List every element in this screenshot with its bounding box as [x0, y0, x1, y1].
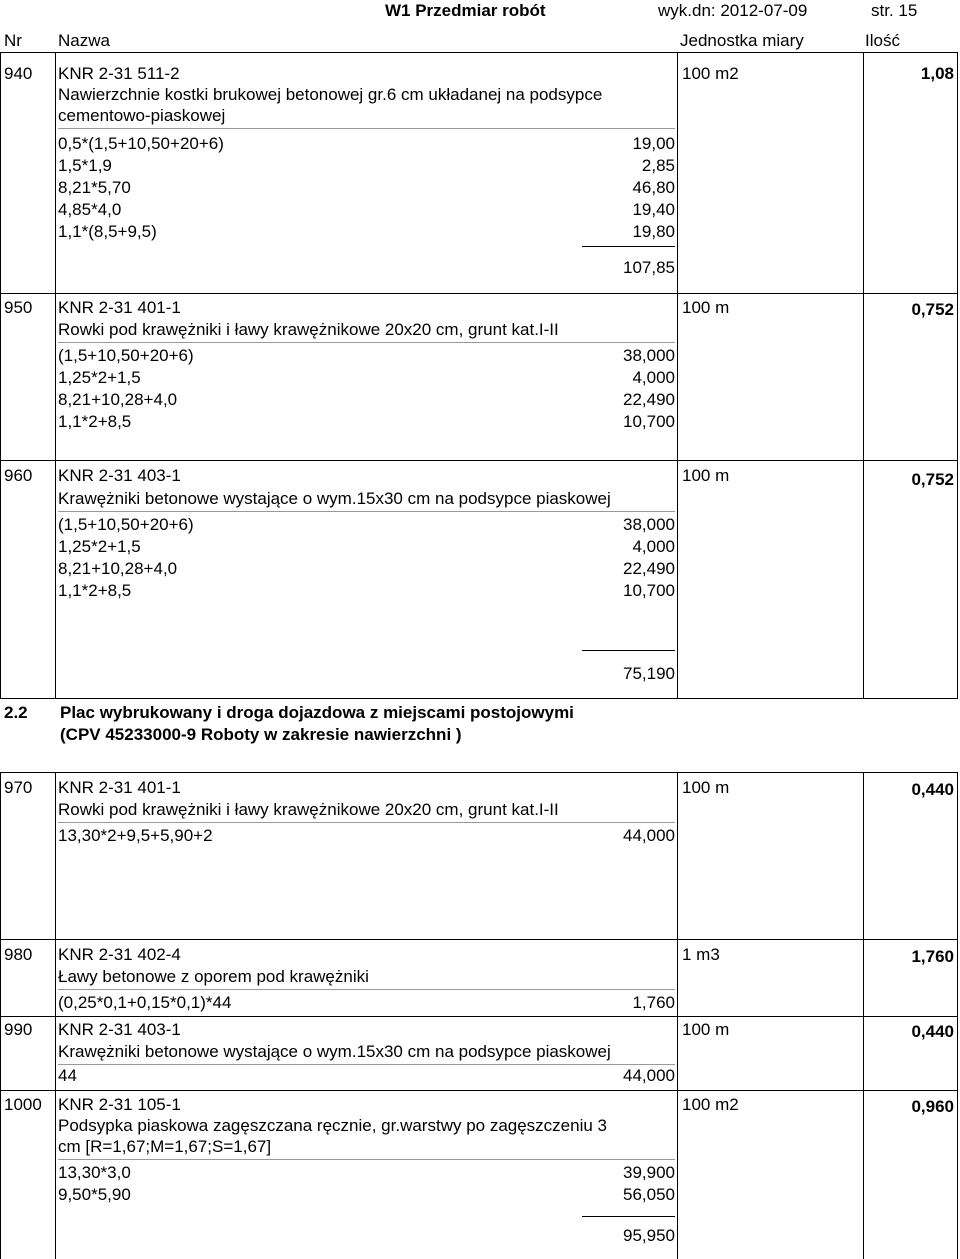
item-unit: 100 m: [682, 778, 730, 797]
calc-value: 22,490: [623, 390, 675, 409]
item-code: KNR 2-31 403-1: [58, 466, 181, 485]
column-rule: [957, 52, 958, 698]
item-description: Rowki pod krawężniki i ławy krawężnikowe 20x20 cm, grunt kat.I-II: [58, 320, 559, 339]
section-title: Plac wybrukowany i droga dojazdowa z miejscami postojowymi: [60, 703, 574, 722]
section-number: 2.2: [4, 703, 28, 722]
calc-value: 4,000: [632, 537, 675, 556]
calc-rule: [58, 511, 675, 512]
calc-expression: 1,5*1,9: [58, 156, 112, 175]
calc-value: 4,000: [632, 368, 675, 387]
sum-rule: [582, 246, 675, 247]
item-code: KNR 2-31 402-4: [58, 945, 181, 964]
item-description: Nawierzchnie kostki brukowej betonowej gr.6 cm układanej na podsypce: [58, 85, 603, 104]
calc-expression: 0,5*(1,5+10,50+20+6): [58, 134, 224, 153]
column-rule: [677, 772, 678, 1259]
item-nr: 990: [4, 1020, 33, 1039]
calc-value: 38,000: [623, 515, 675, 534]
calc-value: 19,80: [632, 222, 675, 241]
item-unit: 100 m2: [682, 64, 739, 83]
item-description: cementowo-piaskowej: [58, 106, 226, 125]
calc-total: 107,85: [623, 258, 675, 277]
calc-value: 19,00: [632, 134, 675, 153]
calc-rule: [58, 1064, 675, 1065]
item-description: Ławy betonowe z oporem pod krawężniki: [58, 967, 369, 986]
row-divider: [0, 772, 958, 773]
document-title: W1 Przedmiar robót: [385, 1, 546, 20]
calc-rule: [58, 989, 675, 990]
calc-total: 75,190: [623, 664, 675, 683]
document-date: wyk.dn: 2012-07-09: [658, 1, 808, 20]
calc-expression: 8,21*5,70: [58, 178, 131, 197]
calc-rule: [58, 342, 675, 343]
column-rule: [957, 772, 958, 1259]
column-rule: [55, 52, 56, 698]
header-rule: [0, 52, 958, 53]
item-unit: 100 m: [682, 466, 730, 485]
calc-value: 38,000: [623, 346, 675, 365]
column-rule: [677, 52, 678, 698]
calc-expression: 9,50*5,90: [58, 1185, 131, 1204]
item-description: cm [R=1,67;M=1,67;S=1,67]: [58, 1137, 272, 1156]
row-divider: [0, 1016, 958, 1017]
item-nr: 960: [4, 466, 33, 485]
column-header-name: Nazwa: [58, 31, 110, 50]
item-quantity: 0,440: [911, 1022, 954, 1041]
row-divider: [0, 293, 958, 294]
sum-rule: [582, 1216, 675, 1217]
calc-value: 44,000: [623, 826, 675, 845]
calc-rule: [58, 1159, 675, 1160]
column-rule: [0, 772, 1, 1259]
item-description: Podsypka piaskowa zagęszczana ręcznie, gr.warstwy po zagęszczeniu 3: [58, 1116, 608, 1135]
calc-expression: 13,30*2+9,5+5,90+2: [58, 826, 213, 845]
item-description: Rowki pod krawężniki i ławy krawężnikowe 20x20 cm, grunt kat.I-II: [58, 800, 559, 819]
calc-expression: 1,1*2+8,5: [58, 412, 132, 431]
calc-value: 2,85: [641, 156, 675, 175]
item-nr: 980: [4, 945, 33, 964]
row-divider: [0, 1090, 958, 1091]
item-nr: 1000: [4, 1095, 42, 1114]
calc-expression: 1,1*2+8,5: [58, 581, 132, 600]
column-rule: [863, 772, 864, 1259]
calc-value: 56,050: [623, 1185, 675, 1204]
column-header-nr: Nr: [4, 31, 22, 50]
calc-expression: 44: [58, 1066, 77, 1085]
page-number: str. 15: [871, 1, 918, 20]
item-nr: 970: [4, 778, 33, 797]
column-rule: [0, 52, 1, 698]
item-quantity: 0,440: [911, 780, 954, 799]
calc-value: 1,760: [632, 993, 675, 1012]
calc-rule: [58, 128, 675, 129]
sum-rule: [582, 650, 675, 651]
calc-expression: 8,21+10,28+4,0: [58, 559, 178, 578]
item-unit: 100 m: [682, 1020, 730, 1039]
item-unit: 100 m: [682, 298, 730, 317]
calc-expression: 13,30*3,0: [58, 1163, 131, 1182]
item-code: KNR 2-31 401-1: [58, 778, 181, 797]
item-quantity: 0,752: [911, 300, 954, 319]
calc-expression: (1,5+10,50+20+6): [58, 346, 194, 365]
calc-value: 10,700: [623, 581, 675, 600]
column-rule: [55, 772, 56, 1259]
calc-expression: (0,25*0,1+0,15*0,1)*44: [58, 993, 232, 1012]
calc-value: 19,40: [632, 200, 675, 219]
calc-value: 10,700: [623, 412, 675, 431]
calc-value: 46,80: [632, 178, 675, 197]
calc-expression: 1,1*(8,5+9,5): [58, 222, 157, 241]
calc-expression: 1,25*2+1,5: [58, 368, 141, 387]
calc-value: 44,000: [623, 1066, 675, 1085]
item-unit: 1 m3: [682, 945, 720, 964]
section-subtitle: (CPV 45233000-9 Roboty w zakresie nawierzchni ): [60, 725, 462, 744]
column-header-unit: Jednostka miary: [680, 31, 804, 50]
item-code: KNR 2-31 403-1: [58, 1020, 181, 1039]
item-nr: 940: [4, 64, 33, 83]
column-rule: [863, 52, 864, 698]
item-quantity: 0,752: [911, 470, 954, 489]
item-description: Krawężniki betonowe wystające o wym.15x30 cm na podsypce piaskowej: [58, 489, 611, 508]
row-divider: [0, 698, 958, 699]
calc-value: 22,490: [623, 559, 675, 578]
item-description: Krawężniki betonowe wystające o wym.15x30 cm na podsypce piaskowej: [58, 1042, 611, 1061]
item-quantity: 0,960: [911, 1097, 954, 1116]
item-code: KNR 2-31 105-1: [58, 1095, 181, 1114]
item-code: KNR 2-31 511-2: [58, 64, 180, 83]
calc-value: 39,900: [623, 1163, 675, 1182]
calc-total: 95,950: [623, 1226, 675, 1245]
row-divider: [0, 939, 958, 940]
item-quantity: 1,760: [911, 947, 954, 966]
item-nr: 950: [4, 298, 33, 317]
item-unit: 100 m2: [682, 1095, 739, 1114]
calc-expression: (1,5+10,50+20+6): [58, 515, 194, 534]
calc-expression: 1,25*2+1,5: [58, 537, 141, 556]
calc-expression: 8,21+10,28+4,0: [58, 390, 178, 409]
calc-rule: [58, 822, 675, 823]
column-header-qty: Ilość: [865, 31, 900, 50]
item-quantity: 1,08: [920, 64, 954, 83]
calc-expression: 4,85*4,0: [58, 200, 122, 219]
item-code: KNR 2-31 401-1: [58, 298, 181, 317]
row-divider: [0, 460, 958, 461]
